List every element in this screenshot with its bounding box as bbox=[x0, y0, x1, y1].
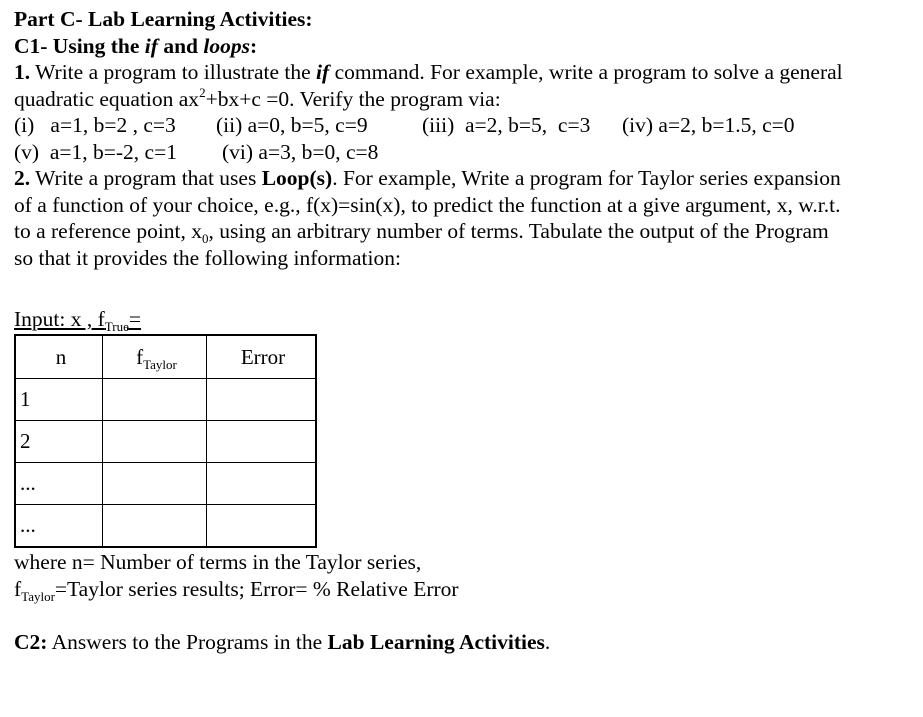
item2-loop-word: Loop(s) bbox=[261, 166, 333, 190]
header-f-taylor bbox=[103, 335, 207, 379]
row-error-cell bbox=[207, 505, 317, 548]
c1-if-word: if bbox=[144, 33, 158, 58]
item2-subscript: 0 bbox=[202, 231, 209, 246]
table-row bbox=[15, 421, 316, 463]
input-line bbox=[14, 306, 141, 332]
item1-if-word: if bbox=[316, 60, 330, 84]
header-n: n bbox=[15, 335, 103, 379]
legend-sub: Taylor bbox=[21, 588, 55, 604]
legend-line1: where n= Number of terms in the Taylor series, bbox=[14, 550, 422, 574]
item1-cases-line1 bbox=[14, 112, 914, 139]
c2-end: . bbox=[544, 630, 551, 654]
row-f-cell bbox=[103, 463, 207, 505]
header-f-sub: Taylor bbox=[143, 356, 177, 372]
c2-label: C2: bbox=[14, 630, 48, 654]
legend-line2 bbox=[14, 576, 459, 603]
legend-f: f bbox=[14, 576, 22, 601]
c1-prefix: C1- Using the bbox=[14, 33, 145, 58]
c1-loops-word: loops bbox=[203, 33, 250, 58]
row-error-cell bbox=[207, 421, 317, 463]
row-f-cell bbox=[103, 421, 207, 463]
row-f-cell bbox=[103, 505, 207, 548]
row-n: 2 bbox=[15, 421, 103, 463]
item2-line4: so that it provides the following information: bbox=[14, 245, 401, 270]
item2-line3-a: to a reference point, x bbox=[14, 219, 203, 243]
header-f: f bbox=[136, 344, 144, 369]
row-f-cell bbox=[103, 379, 207, 421]
table-legend bbox=[14, 549, 459, 602]
table-row bbox=[15, 463, 316, 505]
c1-colon: : bbox=[249, 33, 258, 58]
row-error-cell bbox=[207, 463, 317, 505]
item2-text-a: Write a program that uses bbox=[30, 166, 262, 190]
part-heading: Part C- Lab Learning Activities: bbox=[14, 7, 313, 31]
table-header-row bbox=[15, 335, 316, 379]
c1-and: and bbox=[157, 33, 204, 58]
row-n: ... bbox=[15, 505, 103, 548]
item1-text-b: command. For example, write a program to solve a general bbox=[329, 60, 843, 84]
item1-line1 bbox=[14, 59, 914, 86]
item1-line2-a: quadratic equation ax bbox=[14, 86, 200, 111]
header-error: Error bbox=[207, 335, 317, 379]
case-iii: (iii) a=2, b=5, c=3 bbox=[422, 113, 591, 137]
input-label: Input: x , f bbox=[14, 307, 105, 331]
table-row bbox=[15, 505, 316, 548]
item1-line2 bbox=[14, 86, 914, 113]
table-row bbox=[15, 379, 316, 421]
item2-line3-b: , using an arbitrary number of terms. Tabulate the output of the Program bbox=[208, 219, 829, 243]
c2-text: Answers to the Programs in the bbox=[47, 630, 328, 654]
item1-superscript: 2 bbox=[199, 84, 206, 100]
case-vi: (vi) a=3, b=0, c=8 bbox=[222, 139, 379, 164]
c2-bold: Lab Learning Activities bbox=[327, 630, 545, 654]
item1-cases-line2 bbox=[14, 139, 914, 166]
item2-line1 bbox=[14, 165, 914, 192]
item2-number: 2. bbox=[14, 166, 31, 190]
legend-rest: =Taylor series results; Error= % Relative Error bbox=[54, 576, 459, 601]
c1-heading bbox=[14, 33, 914, 60]
case-i: (i) a=1, b=2 , c=3 bbox=[14, 113, 176, 137]
row-n: ... bbox=[15, 463, 103, 505]
case-ii: (ii) a=0, b=5, c=9 bbox=[216, 113, 368, 137]
case-v: (v) a=1, b=-2, c=1 bbox=[14, 139, 177, 164]
row-error-cell bbox=[207, 379, 317, 421]
input-sub: True bbox=[104, 319, 129, 334]
case-iv: (iv) a=2, b=1.5, c=0 bbox=[622, 113, 795, 137]
document-page bbox=[14, 6, 914, 654]
item2-line2: of a function of your choice, e.g., f(x)=sin(x), to predict the function at a give argument, x, w.r.t. bbox=[14, 192, 841, 217]
output-table bbox=[14, 334, 317, 548]
input-eq: = bbox=[128, 307, 142, 331]
item1-line2-b: +bx+c =0. Verify the program via: bbox=[205, 86, 501, 111]
c2-line bbox=[14, 629, 550, 655]
item1-number: 1. bbox=[14, 60, 31, 84]
item2-line3 bbox=[14, 218, 914, 245]
item1-text-a: Write a program to illustrate the bbox=[30, 60, 317, 84]
item2-text-b: . For example, Write a program for Taylor series expansion bbox=[332, 166, 841, 190]
row-n: 1 bbox=[15, 379, 103, 421]
